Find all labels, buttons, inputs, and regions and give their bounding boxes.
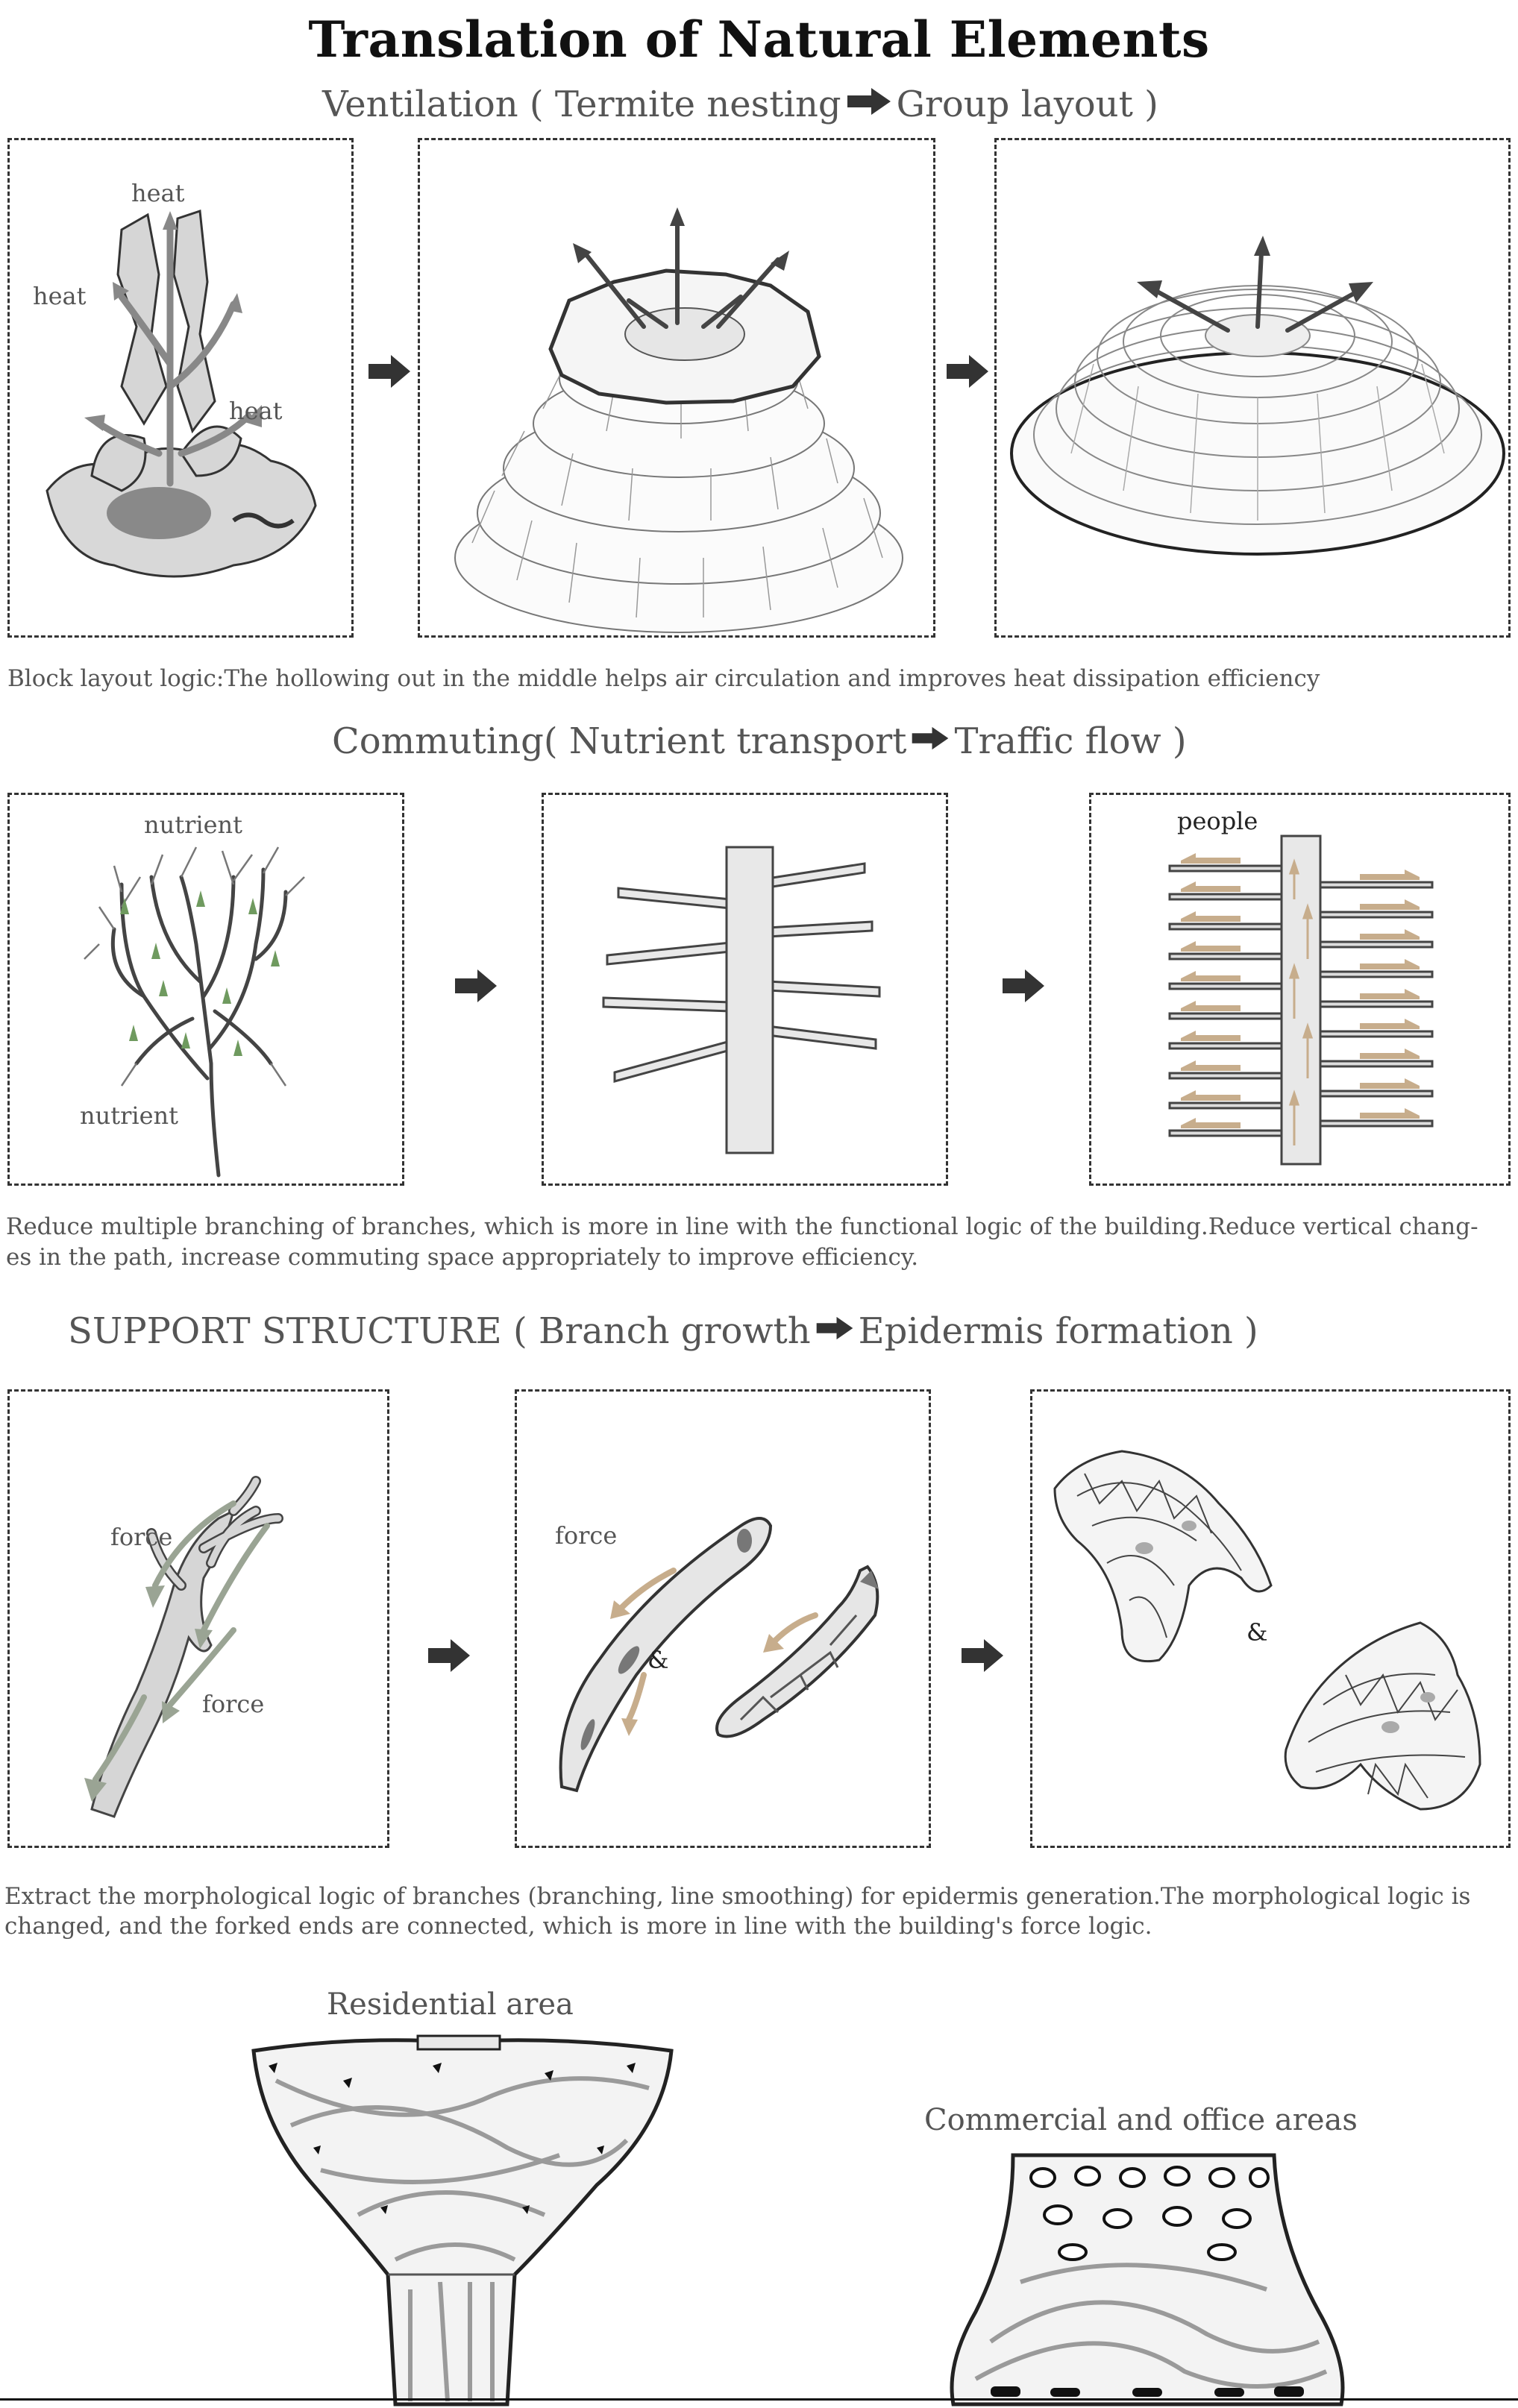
flow-arrow-icon (427, 1637, 471, 1674)
panel-block-dome (418, 138, 935, 638)
caption-ventilation: Block layout logic:The hollowing out in the middle helps air circulation and improves heat dissipation efficiency (7, 665, 1320, 692)
label-nutrient-top: nutrient (144, 811, 243, 839)
label-people: people (1177, 807, 1258, 835)
core-branches-illustration (544, 795, 950, 1188)
label-force-b: force (202, 1690, 265, 1718)
heading-left-text: Commuting( Nutrient transport (332, 720, 907, 762)
caption-support-line1: Extract the morphological logic of branches (branching, line smoothing) for epidermis generation.The morphological logic is (4, 1883, 1471, 1910)
termite-mound-illustration (10, 140, 356, 640)
flow-arrow-icon (1001, 967, 1046, 1005)
panel-smoothed-members (515, 1389, 931, 1848)
branch-illustration (10, 1392, 392, 1850)
caption-support-line2: changed, and the forked ends are connected, which is more in line with the building's force logic. (4, 1913, 1152, 1940)
label-heat-left: heat (33, 282, 87, 310)
label-residential-area: Residential area (327, 1987, 574, 2022)
flow-arrow-icon (960, 1637, 1005, 1674)
panel-termite-mound (7, 138, 354, 638)
heading-left-text: SUPPORT STRUCTURE ( Branch growth (68, 1310, 811, 1352)
flow-arrow-icon (367, 353, 412, 390)
residential-tower-illustration (246, 2036, 679, 2404)
ground-line (0, 2398, 1518, 2401)
heading-left-text: Ventilation ( Termite nesting (322, 84, 841, 125)
label-force-a: force (110, 1523, 173, 1551)
page-title: Translation of Natural Elements (308, 10, 1210, 69)
smoothed-members-illustration (517, 1392, 933, 1850)
panel-nutrient-tree (7, 793, 404, 1186)
heading-right-text: Group layout ) (896, 84, 1158, 125)
panel-core-branches (542, 793, 948, 1186)
heading-right-text: Epidermis formation ) (858, 1310, 1258, 1352)
group-layout-illustration (997, 140, 1513, 640)
flow-arrow-icon (945, 353, 990, 390)
panel-epidermis-forms (1030, 1389, 1511, 1848)
heading-arrow-icon (815, 1310, 854, 1352)
label-commercial-office: Commercial and office areas (924, 2103, 1358, 2137)
section-heading-ventilation (322, 84, 1158, 125)
heading-right-text: Traffic flow ) (954, 720, 1187, 762)
section-heading-commuting (332, 720, 1187, 762)
panel-branch (7, 1389, 389, 1848)
label-heat-top: heat (131, 179, 185, 207)
heading-arrow-icon (846, 84, 892, 125)
label-heat-right: heat (229, 397, 283, 425)
nutrient-tree-illustration (10, 795, 407, 1188)
block-dome-illustration (420, 140, 938, 640)
label-ampersand-2: & (1246, 1618, 1268, 1647)
section-heading-support (68, 1310, 1258, 1352)
panel-group-layout (994, 138, 1511, 638)
label-nutrient-bottom: nutrient (80, 1101, 179, 1130)
panel-traffic-flow (1089, 793, 1511, 1186)
traffic-flow-illustration (1091, 795, 1513, 1188)
heading-arrow-icon (911, 720, 950, 762)
label-force-c: force (555, 1521, 618, 1550)
commercial-building-illustration (946, 2148, 1349, 2404)
label-ampersand-1: & (647, 1646, 669, 1674)
caption-commuting-line2: es in the path, increase commuting space appropriately to improve efficiency. (6, 1244, 919, 1271)
caption-commuting-line1: Reduce multiple branching of branches, which is more in line with the functional logic of the building.Reduce vertical chang- (6, 1213, 1478, 1240)
epidermis-forms-illustration (1032, 1392, 1513, 1850)
flow-arrow-icon (454, 967, 498, 1005)
